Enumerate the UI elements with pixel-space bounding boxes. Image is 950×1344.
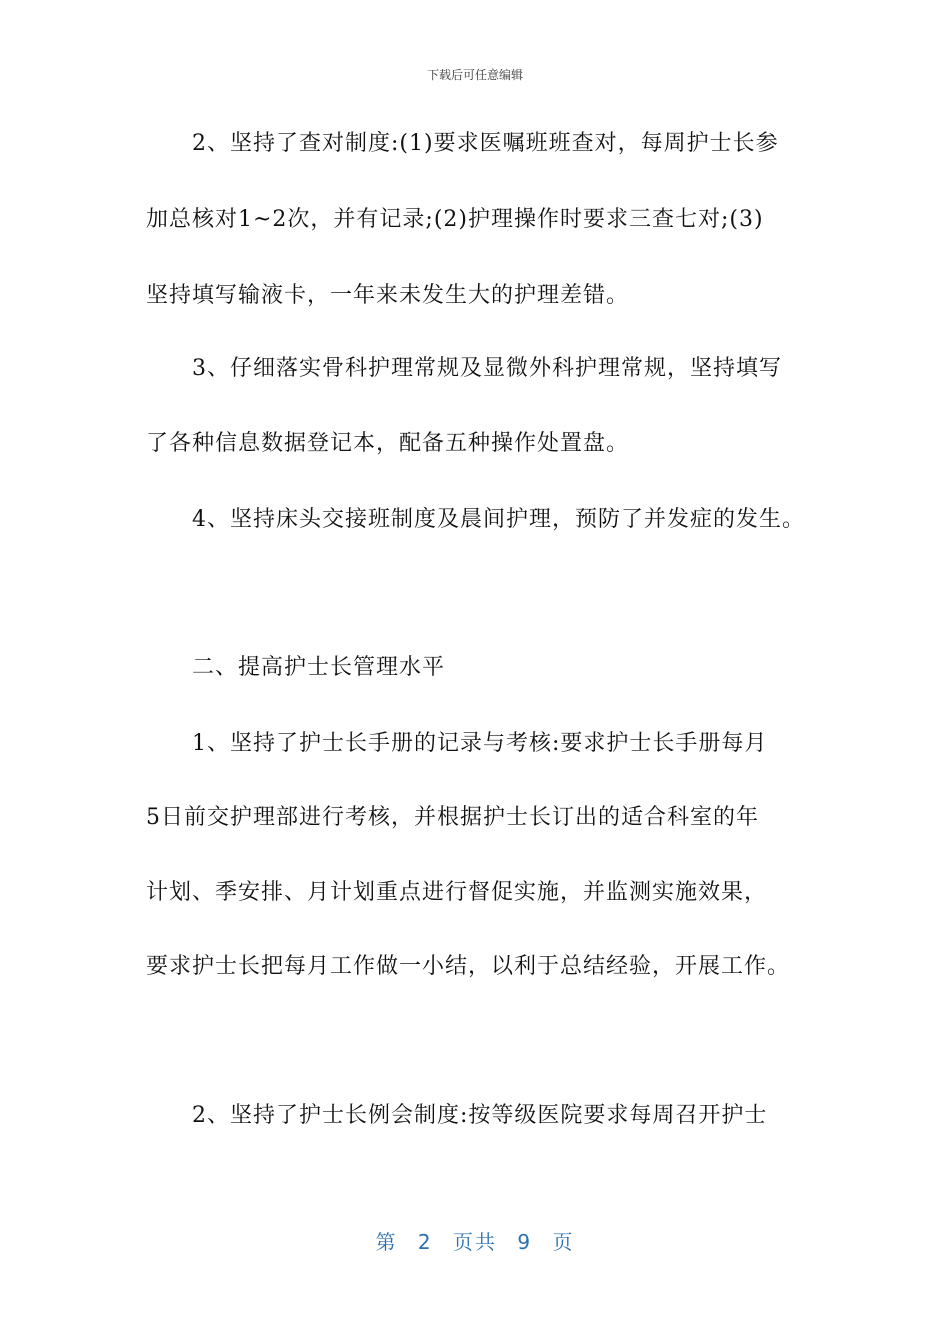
text-line: 2、坚持了护士长例会制度:按等级医院要求每周召开护士 (192, 1103, 768, 1128)
text-line: 3、仔细落实骨科护理常规及显微外科护理常规，坚持填写 (192, 356, 782, 381)
text-line: 加总核对1~2次，并有记录;(2)护理操作时要求三查七对;(3) (146, 207, 764, 232)
text-line: 了各种信息数据登记本，配备五种操作处置盘。 (146, 431, 630, 456)
footer-prefix: 第 (375, 1230, 398, 1254)
footer-suffix: 页 (552, 1230, 575, 1254)
footer-middle: 页共 (453, 1230, 497, 1254)
page-header-note: 下载后可任意编辑 (426, 68, 523, 82)
text-line: 4、坚持床头交接班制度及晨间护理，预防了并发症的发生。 (192, 507, 805, 532)
text-line: 计划、季安排、月计划重点进行督促实施，并监测实施效果， (146, 880, 768, 905)
text-line: 2、坚持了查对制度:(1)要求医嘱班班查对，每周护士长参 (192, 131, 779, 156)
text-line: 5日前交护理部进行考核，并根据护士长订出的适合科室的年 (146, 805, 759, 830)
text-line: 坚持填写输液卡，一年来未发生大的护理差错。 (146, 283, 630, 308)
section-heading: 二、提高护士长管理水平 (192, 655, 446, 680)
current-page-number: 2 (417, 1230, 433, 1254)
total-pages-number: 9 (517, 1230, 533, 1254)
text-line: 1、坚持了护士长手册的记录与考核:要求护士长手册每月 (192, 731, 768, 756)
text-line: 要求护士长把每月工作做一小结，以利于总结经验，开展工作。 (146, 954, 791, 979)
page-footer (0, 1226, 950, 1255)
